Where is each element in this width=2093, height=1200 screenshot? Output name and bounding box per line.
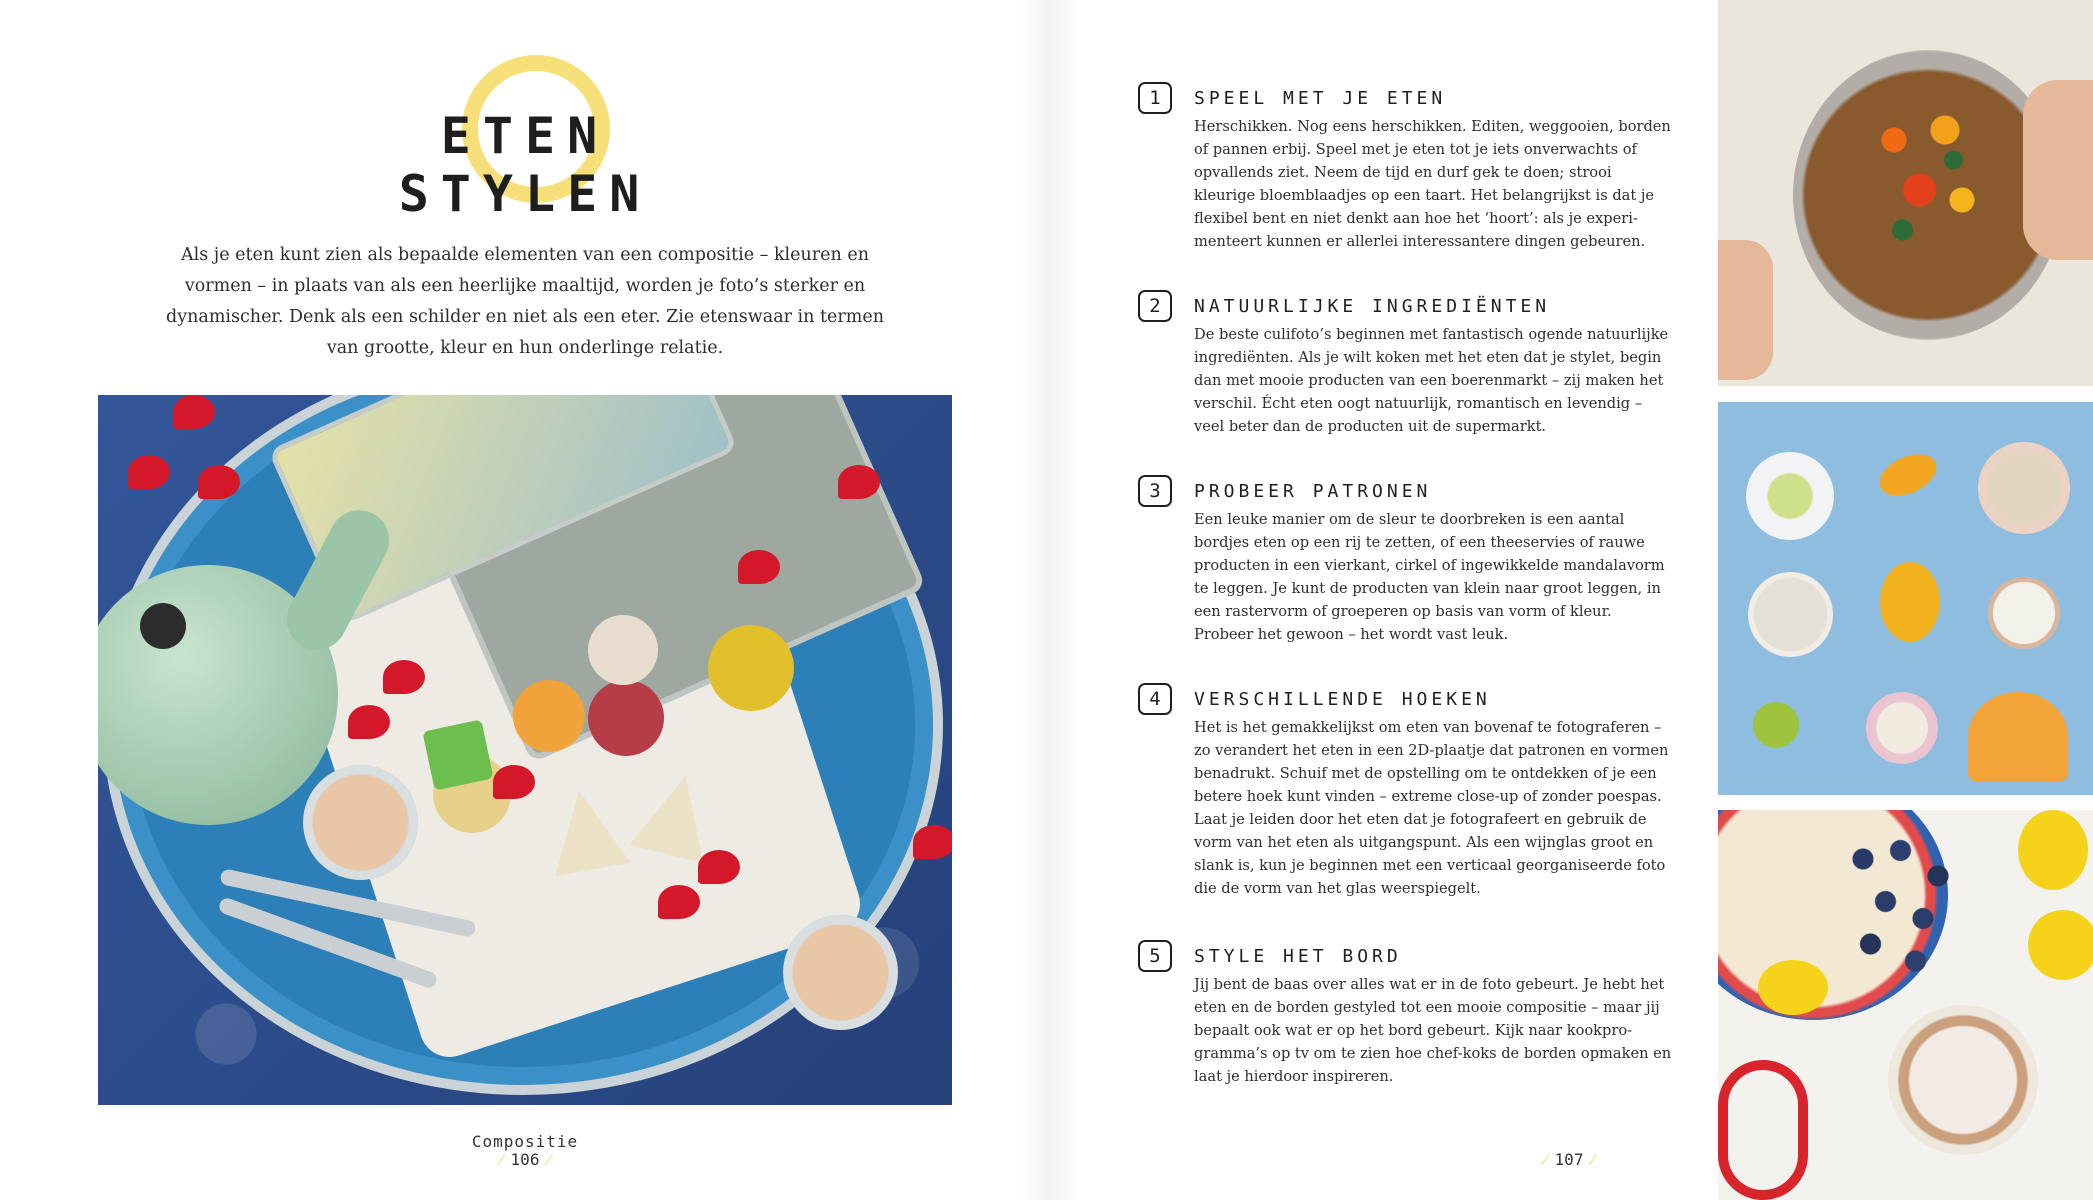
cake-photo [1718, 0, 2093, 386]
lime [1753, 702, 1799, 748]
intro-paragraph: Als je eten kunt zien als bepaalde elementen van een compositie – kleuren en vormen – in plaats van als een heerlijke maaltijd, worden je foto’s sterker en dynamischer. Denk als een schilder en niet als een eter. Zie etenswaar in termen van grootte, kleur en hun onderlinge relatie. [166, 244, 884, 358]
tea-tray-photo [98, 395, 952, 1105]
page-number-value: 107 [1554, 1150, 1584, 1169]
hand [2023, 80, 2093, 260]
hand [1718, 240, 1773, 380]
sweet [708, 625, 794, 711]
nut-sweet [542, 784, 631, 876]
ingredient-bowl [1746, 452, 1834, 540]
chapter-title: ETEN STYLEN [398, 107, 652, 223]
chapter-title-block [360, 55, 690, 223]
mango-slice [1873, 446, 1943, 504]
heart-sunglasses [1718, 1060, 1808, 1200]
tip-2 [1138, 290, 1678, 440]
section-caption: Compositie [471, 1132, 579, 1151]
ingredient-bowl [1988, 577, 2060, 649]
rose-petal [658, 885, 700, 919]
rose-petal [738, 550, 780, 584]
sweet [422, 719, 493, 790]
ingredient-pattern-photo [1718, 402, 2093, 795]
ingredient-bowl [1748, 572, 1833, 657]
page-gutter [1020, 0, 1080, 1200]
tip-4 [1138, 683, 1678, 913]
tip-number-badge: 2 [1138, 290, 1172, 322]
lemon [2018, 810, 2088, 890]
tip-3 [1138, 475, 1678, 655]
page-number-right [1509, 1150, 1629, 1170]
ice-cream-bowl [1888, 1005, 2038, 1155]
blueberry-lemon-photo [1718, 810, 2093, 1200]
lemon [1758, 960, 1828, 1015]
sweet [513, 680, 585, 752]
ingredient-bowl [1866, 692, 1938, 764]
tip-1 [1138, 82, 1678, 262]
blueberries [1833, 825, 1983, 995]
page-number-value: 106 [510, 1150, 540, 1169]
tip-title: SPEEL MET JE ETEN [1194, 88, 1447, 109]
teapot-knob [140, 603, 186, 649]
lemon [2028, 910, 2093, 980]
tea-cup [303, 765, 418, 880]
tip-body: Een leuke manier om de sleur te doorbreken is een aantal bordjes eten op een rij te zetten, of een theeservies of rauwe producten in een vierkant, cirkel of ingewikkelde mandalavorm te leggen. Je kunt de producten van klein naar groot leggen, in een rastervorm of groeperen op basis van vorm of kleur. Probeer het gewoon – het wordt vast leuk. [1194, 511, 1665, 643]
tip-title: PROBEER PATRONEN [1194, 481, 1432, 502]
tip-body: De beste culifoto’s beginnen met fantastisch ogende natuurlijke ingrediënten. Als je wilt koken met het eten dat je stylet, begin dan met mooie producten van een boerenmarkt – zij maken het verschil. Écht eten oogt natuurlijk, romantisch en levendig – veel beter dan de producten uit de supermarkt. [1194, 326, 1669, 435]
tip-number-badge: 4 [1138, 683, 1172, 715]
tip-title: STYLE HET BORD [1194, 946, 1402, 967]
tip-number-badge: 1 [1138, 82, 1172, 114]
rose-petal [128, 455, 170, 489]
folio-mark: ⁄ [1591, 1150, 1595, 1169]
folio-mark: ⁄ [1543, 1150, 1547, 1169]
mango-slices [1968, 692, 2068, 782]
tip-body: Herschikken. Nog eens herschikken. Editen, weggooien, borden of pannen erbij. Speel met je eten tot je iets onverwachts of opvallends ziet. Neem de tijd en durf gek te doen; strooi kleurige bloemblaadjes op een taart. Het belangrijkst is dat je flexibel bent en niet denkt aan hoe het ‘hoort’: als je experimenteert kunnen er allerlei interessantere dingen gebeuren. [1194, 118, 1671, 250]
rose-petal [348, 705, 390, 739]
rose-petal [493, 765, 535, 799]
tea-cup [783, 915, 898, 1030]
ingredient-bowl [1978, 442, 2070, 534]
sweet [588, 615, 658, 685]
tip-title: VERSCHILLENDE HOEKEN [1194, 689, 1491, 710]
rose-petal [698, 850, 740, 884]
tip-body: Jij bent de baas over alles wat er in de foto gebeurt. Je hebt het eten en de borden gestyled tot een mooie compositie – maar jij bepaalt ook wat er op het bord gebeurt. Kijk naar kookprogramma’s op tv om te zien hoe chef-koks de borden opmaken en laat je hierdoor inspireren. [1194, 976, 1672, 1085]
tip-number-badge: 3 [1138, 475, 1172, 507]
tip-number-badge: 5 [1138, 940, 1172, 972]
rose-petal [198, 465, 240, 499]
flower-petals-topping [1843, 80, 2013, 280]
sweet [588, 680, 664, 756]
tip-5 [1138, 940, 1678, 1100]
folio-mark: ⁄ [499, 1150, 503, 1169]
tip-title: NATUURLIJKE INGREDIËNTEN [1194, 296, 1551, 317]
rose-petal [838, 465, 880, 499]
tip-body: Het is het gemakkelijkst om eten van bovenaf te fotograferen – zo verandert het eten in een 2D-plaatje dat patronen en vormen benadrukt. Schuif met de opstelling om te ontdekken of je een betere hoek kunt vinden – extreme close-up of zonder poespas. Laat je leiden door het eten dat je fotografeert en gebruik de vorm van het eten als uitgangspunt. Als een wijnglas groot en slank is, kun je beginnen met een verticaal georganiseerde foto die de vorm van het glas weerspiegelt. [1194, 719, 1669, 897]
page-number-left [465, 1150, 585, 1170]
rose-petal [383, 660, 425, 694]
rose-petal [173, 395, 215, 429]
mango-half [1880, 562, 1940, 642]
rose-petal [913, 825, 952, 859]
folio-mark: ⁄ [547, 1150, 551, 1169]
